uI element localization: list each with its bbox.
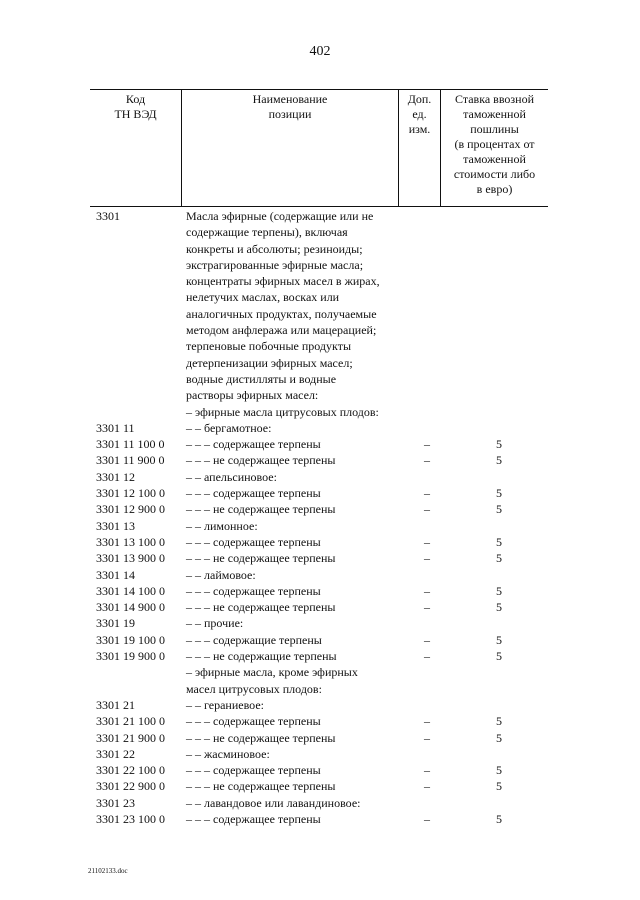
row-name: – – бергамотное:	[186, 420, 272, 435]
table-row	[0, 664, 640, 680]
row-code: 3301 14 900 0	[96, 600, 165, 615]
table-row	[0, 550, 640, 566]
row-unit: –	[424, 632, 430, 647]
row-name: – – лавандовое или лавандиновое:	[186, 795, 361, 810]
row-name: – эфирные масла, кроме эфирных	[186, 665, 358, 680]
row-code: 3301 23 100 0	[96, 811, 165, 826]
row-code: 3301 14	[96, 567, 135, 582]
document-filename: 21102133.doc	[88, 867, 128, 875]
row-name: – – – не содержащие терпены	[186, 649, 337, 664]
header-line: ед.	[412, 107, 427, 121]
page-number: 402	[309, 44, 331, 59]
row-name: – – – не содержащее терпены	[186, 502, 336, 517]
row-unit: –	[424, 779, 430, 794]
header-line: Код	[125, 92, 146, 106]
row-unit: –	[424, 437, 430, 452]
row-name: – – жасминовое:	[186, 746, 270, 761]
row-name: – – гераниевое:	[186, 697, 264, 712]
header-line: Доп.	[407, 92, 432, 106]
table-body	[0, 208, 640, 827]
row-name: – – – не содержащее терпены	[186, 779, 336, 794]
row-unit: –	[424, 649, 430, 664]
table-row	[0, 534, 640, 550]
header-name	[181, 90, 398, 206]
row-name: – – лаймовое:	[186, 567, 256, 582]
table-row	[0, 485, 640, 501]
row-rate: 5	[496, 763, 502, 778]
table-row	[0, 648, 640, 664]
table-row	[0, 713, 640, 729]
row-unit: –	[424, 730, 430, 745]
row-rate: 5	[496, 632, 502, 647]
row-code: 3301 12 900 0	[96, 502, 165, 517]
row-rate: 5	[496, 502, 502, 517]
row-unit: –	[424, 534, 430, 549]
header-line: стоимости либо	[453, 167, 536, 181]
row-name: аналогичных продуктах, получаемые	[186, 306, 377, 321]
table-row	[0, 436, 640, 452]
row-unit: –	[424, 453, 430, 468]
row-code: 3301 14 100 0	[96, 583, 165, 598]
row-code: 3301 19	[96, 616, 135, 631]
table-row	[0, 306, 640, 322]
row-code: 3301 22 100 0	[96, 763, 165, 778]
row-name: – – – содержащее терпены	[186, 534, 321, 549]
row-unit: –	[424, 502, 430, 517]
row-name: – – – содержащие терпены	[186, 632, 322, 647]
row-name: – – – содержащее терпены	[186, 583, 321, 598]
row-name: – – – не содержащее терпены	[186, 600, 336, 615]
row-name: Масла эфирные (содержащие или не	[186, 209, 374, 223]
row-rate: 5	[496, 714, 502, 729]
header-line: таможенной	[463, 107, 526, 121]
row-code: 3301 21	[96, 697, 135, 712]
row-name: – – – содержащее терпены	[186, 437, 321, 452]
row-code: 3301 12	[96, 469, 135, 484]
row-unit: –	[424, 583, 430, 598]
row-code: 3301 11 100 0	[96, 437, 165, 452]
table-row	[0, 567, 640, 583]
table-row	[0, 681, 640, 697]
row-code: 3301 11	[96, 420, 135, 435]
table-row	[0, 632, 640, 648]
row-unit: –	[424, 811, 430, 826]
header-rate	[440, 90, 548, 206]
table-row	[0, 404, 640, 420]
table-row	[0, 208, 640, 224]
header-unit	[398, 90, 440, 206]
row-name: масел цитрусовых плодов:	[186, 681, 322, 696]
table-row	[0, 599, 640, 615]
table-row	[0, 778, 640, 794]
table-row	[0, 615, 640, 631]
table-row	[0, 322, 640, 338]
table-row	[0, 746, 640, 762]
row-rate: 5	[496, 730, 502, 745]
row-code: 3301 12 100 0	[96, 486, 165, 501]
table-row	[0, 795, 640, 811]
header-line: ТН ВЭД	[114, 107, 157, 121]
row-name: – – – не содержащее терпены	[186, 730, 336, 745]
row-name: методом анфлеража или мацерацией;	[186, 323, 377, 338]
row-unit: –	[424, 551, 430, 566]
row-name: растворы эфирных масел:	[186, 388, 319, 403]
table-row	[0, 697, 640, 713]
header-line: в евро)	[476, 182, 513, 196]
header-line: Ставка ввозной	[454, 92, 535, 106]
table-row	[0, 452, 640, 468]
table-row	[0, 224, 640, 240]
header-line: (в процентах от	[454, 137, 535, 151]
row-code: 3301	[96, 209, 120, 223]
row-name: – – – не содержащее терпены	[186, 551, 336, 566]
header-line: изм.	[408, 122, 431, 136]
table-row	[0, 730, 640, 746]
row-rate: 5	[496, 811, 502, 826]
row-code: 3301 21 900 0	[96, 730, 165, 745]
table-row	[0, 387, 640, 403]
row-name: концентраты эфирных масел в жирах,	[186, 274, 380, 289]
row-rate: 5	[496, 649, 502, 664]
row-name: конкреты и абсолюты; резиноиды;	[186, 241, 363, 256]
row-code: 3301 22	[96, 746, 135, 761]
row-rate: 5	[496, 534, 502, 549]
row-name: – – – содержащее терпены	[186, 486, 321, 501]
row-name: – – апельсиновое:	[186, 469, 277, 484]
row-name: – – лимонное:	[186, 518, 258, 533]
row-code: 3301 11 900 0	[96, 453, 165, 468]
table-row	[0, 811, 640, 827]
row-name: содержащие терпены), включая	[186, 225, 348, 240]
row-unit: –	[424, 714, 430, 729]
row-rate: 5	[496, 583, 502, 598]
row-name: – – прочие:	[186, 616, 244, 631]
row-rate: 5	[496, 551, 502, 566]
table-row	[0, 583, 640, 599]
row-rate: 5	[496, 437, 502, 452]
row-code: 3301 13 900 0	[96, 551, 165, 566]
table-row	[0, 338, 640, 354]
row-name: водные дистилляты и водные	[186, 371, 337, 386]
row-name: – эфирные масла цитрусовых плодов:	[186, 404, 379, 419]
row-unit: –	[424, 763, 430, 778]
row-rate: 5	[496, 486, 502, 501]
table-row	[0, 420, 640, 436]
row-code: 3301 23	[96, 795, 135, 810]
row-name: – – – содержащее терпены	[186, 714, 321, 729]
table-header	[90, 89, 548, 207]
row-name: – – – не содержащее терпены	[186, 453, 336, 468]
header-line: таможенной	[463, 152, 526, 166]
table-row	[0, 355, 640, 371]
table-row	[0, 273, 640, 289]
header-line: пошлины	[470, 122, 519, 136]
row-name: нелетучих маслах, восках или	[186, 290, 340, 305]
row-unit: –	[424, 600, 430, 615]
row-rate: 5	[496, 779, 502, 794]
table-row	[0, 241, 640, 257]
row-name: экстрагированные эфирные масла;	[186, 257, 364, 272]
row-rate: 5	[496, 453, 502, 468]
table-row	[0, 371, 640, 387]
row-code: 3301 19 900 0	[96, 649, 165, 664]
row-name: терпеновые побочные продукты	[186, 339, 352, 354]
table-row	[0, 518, 640, 534]
row-name: – – – содержащее терпены	[186, 763, 321, 778]
row-name: – – – содержащее терпены	[186, 811, 321, 826]
row-code: 3301 13	[96, 518, 135, 533]
table-row	[0, 501, 640, 517]
row-rate: 5	[496, 600, 502, 615]
header-code	[90, 90, 181, 206]
row-code: 3301 19 100 0	[96, 632, 165, 647]
row-unit: –	[424, 486, 430, 501]
table-row	[0, 469, 640, 485]
table-row	[0, 289, 640, 305]
header-line: позиции	[268, 107, 312, 121]
table-row	[0, 257, 640, 273]
table-row	[0, 762, 640, 778]
row-code: 3301 22 900 0	[96, 779, 165, 794]
row-code: 3301 21 100 0	[96, 714, 165, 729]
row-code: 3301 13 100 0	[96, 534, 165, 549]
row-name: детерпенизации эфирных масел;	[186, 355, 353, 370]
header-line: Наименование	[252, 92, 328, 106]
